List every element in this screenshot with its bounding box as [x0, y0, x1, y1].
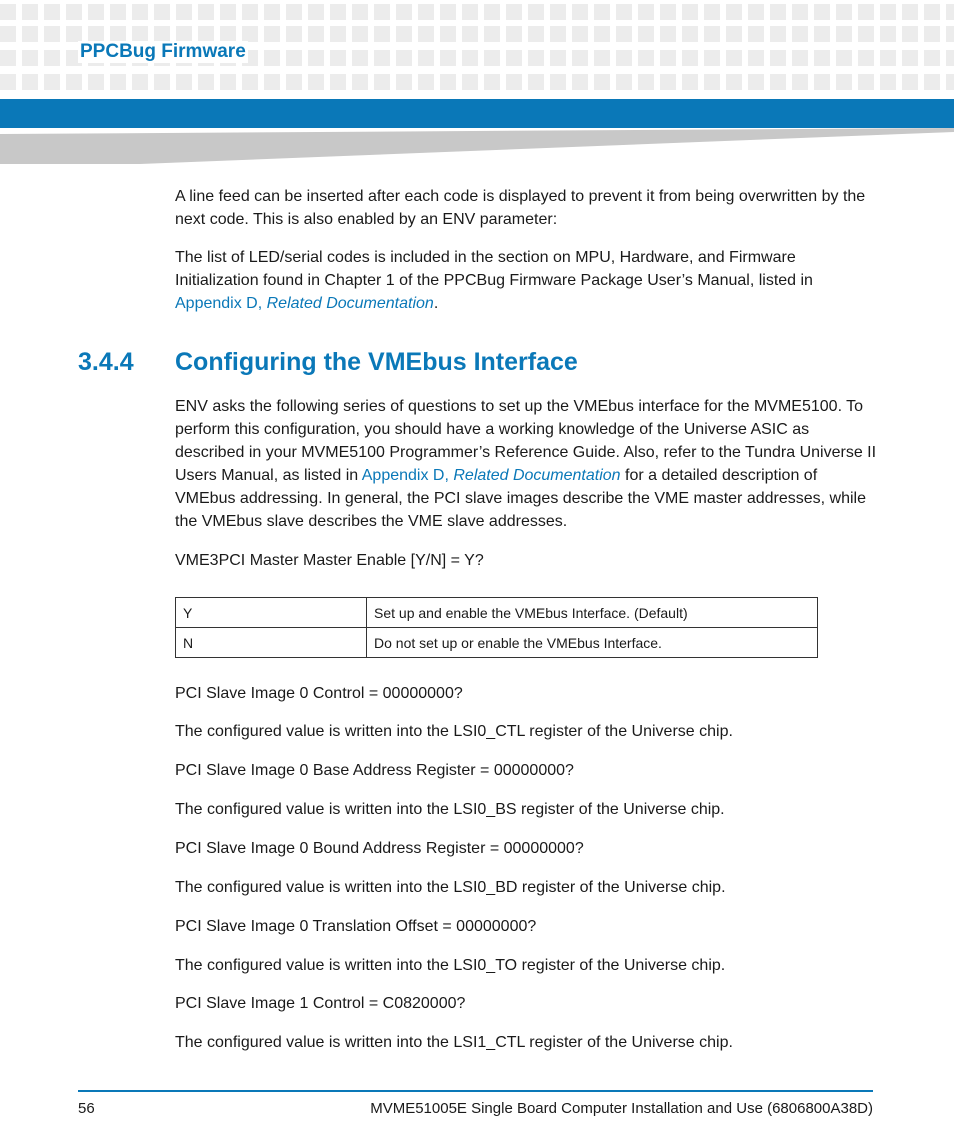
setting-prompt: PCI Slave Image 0 Bound Address Register = 00000000? — [175, 840, 584, 857]
setting-description: The configured value is written into the LSI0_BS register of the Universe chip. — [175, 801, 725, 818]
section-title: Configuring the VMEbus Interface — [175, 348, 578, 376]
appendix-d-link-prefix: Appendix D, — [175, 295, 267, 312]
setting-description: The configured value is written into the LSI0_BD register of the Universe chip. — [175, 879, 726, 896]
table-cell-desc: Do not set up or enable the VMEbus Interface. — [367, 628, 818, 658]
header-pattern-row — [0, 74, 954, 90]
header-blue-bar — [0, 99, 954, 128]
appendix-d-link[interactable] — [362, 467, 621, 484]
setting-description: The configured value is written into the LSI1_CTL register of the Universe chip. — [175, 1034, 733, 1051]
table-cell-key: Y — [176, 598, 367, 628]
appendix-d-link-title: Related Documentation — [266, 295, 434, 312]
setting-prompt: PCI Slave Image 0 Translation Offset = 00000000? — [175, 918, 537, 935]
section-paragraph-end: for a detailed description of VMEbus addressing. In general, the PCI slave images describe the VME master addresses, while the VMEbus slave describes the VME slave addresses. — [175, 467, 866, 530]
setting-prompt: PCI Slave Image 0 Control = 00000000? — [175, 685, 463, 702]
intro-paragraph-2 — [175, 246, 880, 315]
footer-document-title: MVME51005E Single Board Computer Installation and Use (6806800A38D) — [370, 1100, 873, 1117]
table-cell-desc: Set up and enable the VMEbus Interface. (Default) — [367, 598, 818, 628]
footer-divider — [78, 1090, 873, 1092]
page-number: 56 — [78, 1100, 95, 1117]
appendix-d-link-title: Related Documentation — [453, 467, 621, 484]
setting-description: The configured value is written into the LSI0_CTL register of the Universe chip. — [175, 723, 733, 740]
vme-master-enable-prompt: VME3PCI Master Master Enable [Y/N] = Y? — [175, 552, 484, 569]
appendix-d-link-prefix: Appendix D, — [361, 467, 454, 484]
table-row — [176, 628, 818, 658]
setting-prompt: PCI Slave Image 0 Base Address Register = 00000000? — [175, 762, 574, 779]
setting-prompt: PCI Slave Image 1 Control = C0820000? — [175, 995, 466, 1012]
intro-paragraph-1: A line feed can be inserted after each code is displayed to prevent it from being overwritten by the next code. This is also enabled by an ENV parameter: — [175, 188, 866, 228]
table-row — [176, 598, 818, 628]
intro-paragraph-2-text: The list of LED/serial codes is included in the section on MPU, Hardware, and Firmware Initialization found in Chapter 1 of the PPCBug Firmware Package User’s Manual, listed in — [175, 249, 813, 289]
header-gray-wedge — [0, 128, 954, 164]
section-number: 3.4.4 — [78, 348, 134, 376]
section-paragraph — [175, 395, 880, 533]
running-header-title: PPCBug Firmware — [80, 41, 246, 62]
section-paragraph-text: ENV asks the following series of questions to set up the VMEbus interface for the MVME5100. To perform this configuration, you should have a working knowledge of the Universe ASIC as described in your MVME5100 Programmer’s Reference Guide. Also, refer to the Tundra Universe II Users Manual, as listed in — [175, 398, 877, 484]
appendix-d-link[interactable] — [175, 295, 434, 312]
header-pattern-row — [0, 4, 954, 20]
intro-paragraph-2-end: . — [433, 295, 439, 312]
table-cell-key: N — [176, 628, 367, 658]
header-pattern-row — [0, 26, 954, 42]
options-table — [175, 597, 818, 658]
setting-description: The configured value is written into the LSI0_TO register of the Universe chip. — [175, 957, 726, 974]
